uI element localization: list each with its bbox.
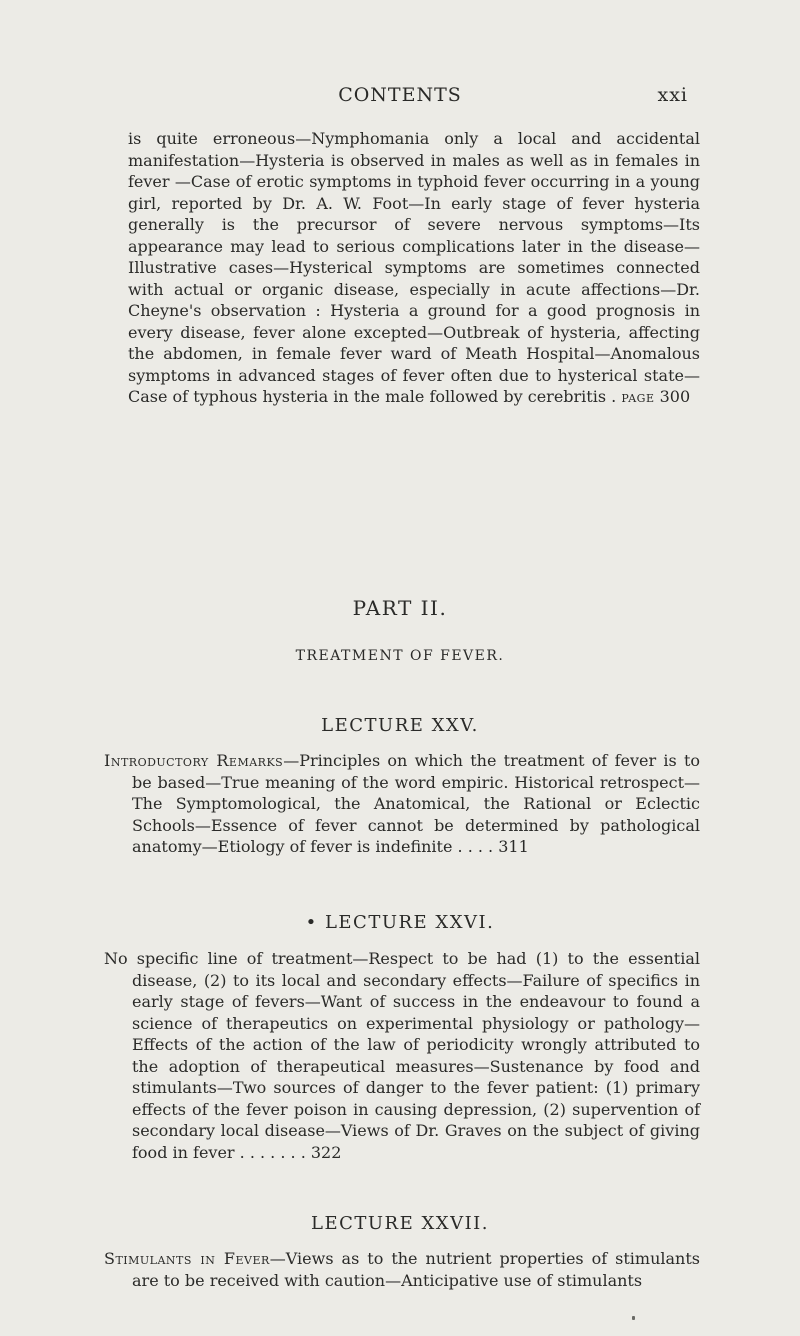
lecture-27-entry [104, 1248, 700, 1291]
running-head-title: CONTENTS [338, 84, 462, 106]
part-heading: PART II. [352, 596, 448, 620]
entry-paragraph [128, 128, 700, 408]
page-reference: 311 [498, 837, 529, 856]
part-subheading: TREATMENT OF FEVER. [295, 648, 505, 664]
lecture-25-entry [104, 750, 700, 858]
page-number: xxi [657, 84, 688, 106]
running-head [0, 84, 800, 114]
entry-paragraph [104, 948, 700, 1163]
lecture-26-entry [104, 948, 700, 1163]
lecture-25-heading: LECTURE XXV. [321, 715, 479, 736]
entry-text: —Views as to the nutrient properties of stimulants are to be received with caution—Anticipative use of stimulants [132, 1249, 700, 1290]
entry-paragraph [104, 1248, 700, 1291]
print-speck [632, 1316, 635, 1320]
lecture-26-heading: • LECTURE XXVI. [305, 912, 495, 933]
lecture-27-heading: LECTURE XXVII. [310, 1213, 490, 1234]
hysteria-entry [128, 128, 700, 408]
page-reference: page 300 [621, 387, 691, 406]
page-reference: 322 [310, 1142, 342, 1162]
entry-lead: Stimulants in Fever [104, 1249, 270, 1268]
entry-paragraph [104, 750, 700, 858]
entry-text: No specific line of treatment—Respect to be had (1) to the essential disease, (2) to its local and secondary effects—Failure of specifics in early stage of fevers—Want of success in the endeavour to found a science of therapeutics on experimental physiology or pathology—Effects of the action of the law of periodicity wrongly attributed to the adoption of therapeutical measures—Sustenance by food and stimulants—Two sources of danger to the fever patient: (1) primary effects of the fever poison in causing depression, (2) supervention of secondary local disease—Views of Dr. Graves on the subject of giving food in fever . . . . . . . [104, 949, 700, 1162]
entry-text: is quite erroneous—Nymphomania only a local and accidental manifestation—Hysteria is observed in males as well as in females in fever —Case of erotic symptoms in typhoid fever occurring in a young girl, reported by Dr. A. W. Foot—In early stage of fever hysteria generally is the precursor of severe nervous symptoms—Its appearance may lead to serious complications later in the disease—Illustrative cases—Hysterical symptoms are sometimes connected with actual or organic disease, especially in acute affections—Dr. Cheyne's observation : Hysteria a ground for a good prognosis in every disease, fever alone excepted—Outbreak of hysteria, affecting the abdomen, in female fever ward of Meath Hospital—Anomalous symptoms in advanced stages of fever often due to hysterical state—Case of typhous hysteria in the male followed by cerebritis . [128, 129, 700, 406]
entry-text: —Principles on which the treatment of fever is to be based—True meaning of the word empiric. Historical retrospect—The Symptomological, the Anatomical, the Rational or Eclectic Schools—Essence of fever cannot be determined by pathological anatomy—Etiology of fever is indefinite . . . . [132, 751, 701, 856]
entry-lead: Introductory Remarks [104, 751, 284, 770]
